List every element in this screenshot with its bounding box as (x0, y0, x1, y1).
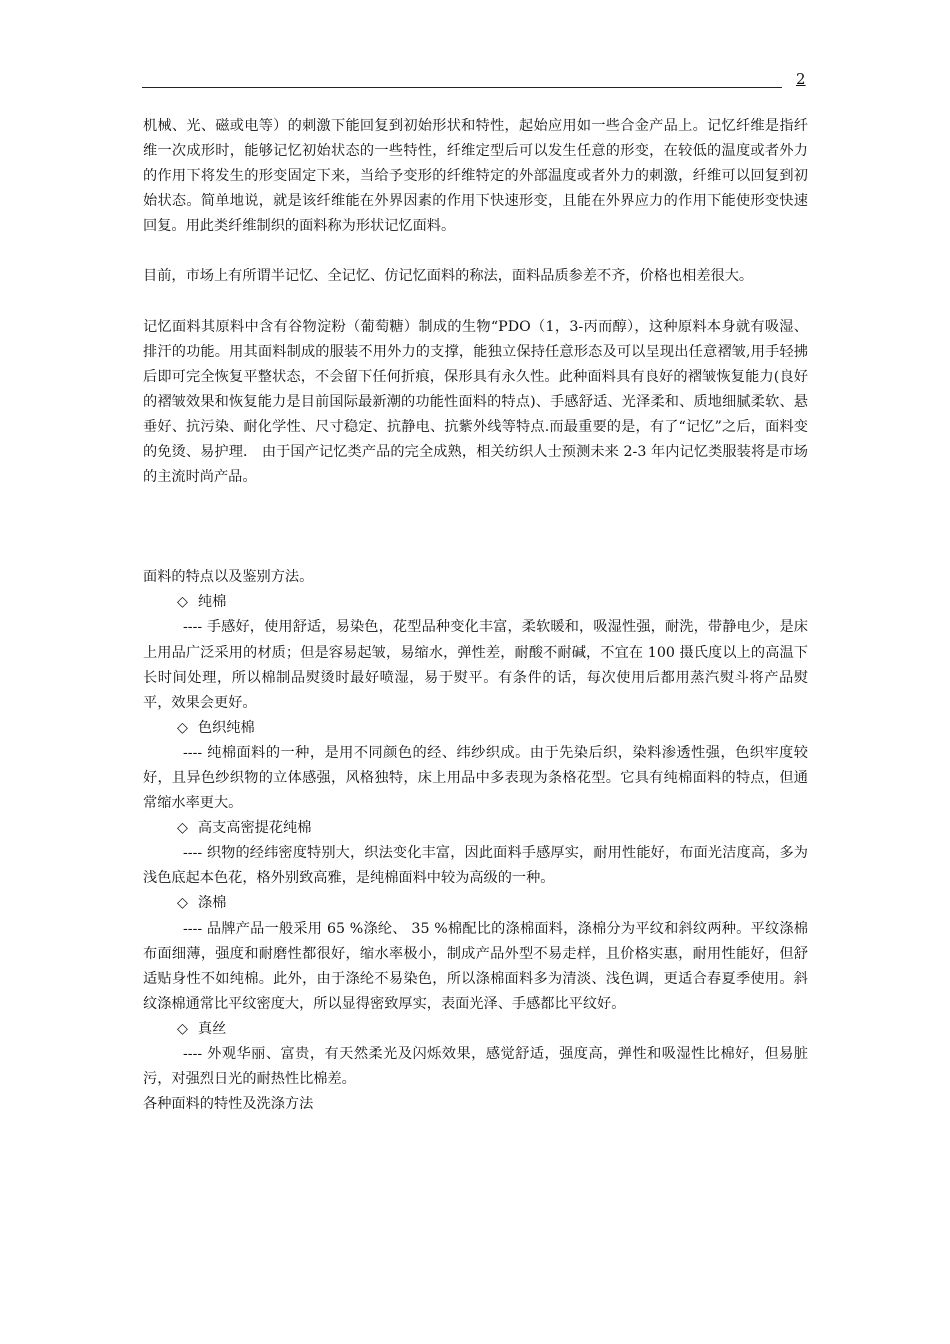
fabric-item-title-text: 涤棉 (197, 895, 227, 912)
fabric-item-title (143, 716, 808, 741)
fabric-item-yarn-dyed-cotton (143, 716, 808, 816)
fabric-item-silk (143, 1017, 808, 1092)
section-gap (143, 490, 808, 565)
closing-heading: 各种面料的特性及洗涤方法 (143, 1096, 314, 1113)
paragraph-gap (143, 239, 808, 264)
fabric-item-body: ---- 织物的经纬密度特别大，织法变化丰富，因此面料手感厚实，耐用性能好，布面光洁度高，多为浅色底起本色花，格外别致高雅，是纯棉面料中较为高级的一种。 (143, 845, 808, 887)
fabric-item-title (143, 891, 808, 916)
fabric-item-title (143, 590, 808, 615)
document-body (143, 114, 808, 1117)
intro-paragraph-1: 机械、光、磁或电等）的刺激下能回复到初始形状和特性，起始应用如一些合金产品上。记忆纤维是指纤维一次成形时，能够记忆初始状态的一些特性，纤维定型后可以发生任意的形变，在较低的温度或者外力的作用下将发生的形变固定下来，当给予变形的纤维特定的外部温度或者外力的刺激，纤维可以回复到初始状态。简单地说，就是该纤维能在外界因素的作用下快速形变，且能在外界应力的作用下能使形变快速回复。用此类纤维制织的面料称为形状记忆面料。 (143, 118, 808, 235)
fabric-item-jacquard-cotton (143, 816, 808, 891)
fabric-item-title-text: 纯棉 (197, 594, 227, 611)
fabric-item-body: ---- 外观华丽、富贵，有天然柔光及闪烁效果，感觉舒适，强度高，弹性和吸湿性比棉好，但易脏污，对强烈日光的耐热性比棉差。 (143, 1046, 808, 1088)
page-number: 2 (796, 70, 806, 88)
diamond-bullet-icon: ◇ (177, 1020, 188, 1037)
fabric-item-body: ---- 品牌产品一般采用 65 %涤纶、 35 %棉配比的涤棉面料，涤棉分为平纹和斜纹两种。平纹涤棉布面细薄，强度和耐磨性都很好，缩水率极小，制成产品外型不易走样，且价格实惠，耐用性能好，但舒适贴身性不如纯棉。此外，由于涤纶不易染色，所以涤棉面料多为清淡、浅色调，更适合春夏季使用。斜纹涤棉通常比平纹密度大，所以显得密致厚实，表面光泽、手感都比平纹好。 (143, 920, 808, 1012)
intro-paragraph-2: 目前，市场上有所谓半记忆、全记忆、仿记忆面料的称法，面料品质参差不齐，价格也相差很大。 (143, 268, 754, 285)
diamond-bullet-icon: ◇ (177, 594, 188, 611)
paragraph-gap (143, 290, 808, 315)
fabric-item-cotton (143, 590, 808, 715)
diamond-bullet-icon: ◇ (177, 719, 188, 736)
fabric-item-polyester-cotton (143, 891, 808, 1016)
section-heading: 面料的特点以及鉴别方法。 (143, 569, 314, 586)
diamond-bullet-icon: ◇ (177, 820, 188, 837)
fabric-item-body: ---- 手感好，使用舒适，易染色，花型品种变化丰富，柔软暖和，吸湿性强，耐洗，带静电少，是床上用品广泛采用的材质；但是容易起皱，易缩水，弹性差，耐酸不耐碱，不宜在 100 摄氏度以上的高温下长时间处理，所以棉制品熨烫时最好喷湿，易于熨平。有条件的话，每次使用后都用蒸汽熨斗将产品熨平，效果会更好。 (143, 619, 808, 711)
fabric-item-title-text: 真丝 (197, 1020, 227, 1037)
diamond-bullet-icon: ◇ (177, 895, 188, 912)
fabric-item-title (143, 816, 808, 841)
fabric-item-title (143, 1017, 808, 1042)
fabric-item-title-text: 高支高密提花纯棉 (197, 820, 312, 837)
header-rule (142, 87, 782, 88)
intro-paragraph-3: 记忆面料其原料中含有谷物淀粉（葡萄糖）制成的生物“PDO（1，3-丙而醇），这种原料本身就有吸湿、排汗的功能。用其面料制成的服装不用外力的支撑，能独立保持任意形态及可以呈现出任意褶皱,用手轻拂后即可完全恢复平整状态，不会留下任何折痕，保形具有永久性。此种面料具有良好的褶皱恢复能力(良好的褶皱效果和恢复能力是目前国际最新潮的功能性面料的特点)、手感舒适、光泽柔和、质地细腻柔软、悬垂好、抗污染、耐化学性、尺寸稳定、抗静电、抗紫外线等特点.而最重要的是，有了“记忆”之后，面料变的免烫、易护理． 由于国产记忆类产品的完全成熟，相关纺织人士预测未来 2-3 年内记忆类服装将是市场的主流时尚产品。 (143, 318, 808, 486)
fabric-item-body: ---- 纯棉面料的一种，是用不同颜色的经、纬纱织成。由于先染后织，染料渗透性强，色织牢度较好，且异色纱织物的立体感强，风格独特，床上用品中多表现为条格花型。它具有纯棉面料的特点，但通常缩水率更大。 (143, 744, 808, 812)
fabric-item-title-text: 色织纯棉 (197, 719, 255, 736)
